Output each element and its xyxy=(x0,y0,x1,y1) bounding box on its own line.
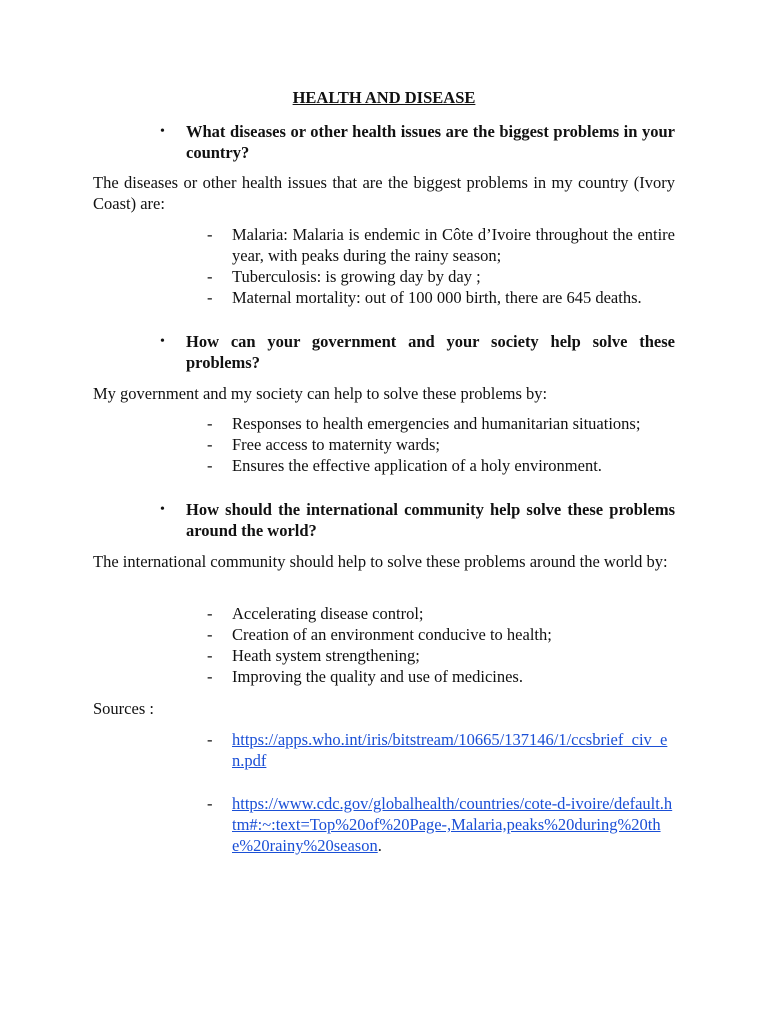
dash-icon: - xyxy=(207,794,213,813)
sources-list xyxy=(207,729,675,856)
dash-icon: - xyxy=(207,625,213,644)
question-2: How can your government and your society help solve these problems? xyxy=(186,332,675,372)
list-item: - Accelerating disease control; xyxy=(207,604,424,623)
source-link-cdc[interactable]: https://www.cdc.gov/globalhealth/countries/cote-d-ivoire/default.htm#:~:text=Top%20of%20Page-,Malaria,peaks%20during%20the%20rainy%20season xyxy=(232,794,673,855)
sources-label: Sources : xyxy=(93,699,154,718)
dash-icon: - xyxy=(207,267,213,286)
list-item: - Tuberculosis: is growing day by day ; xyxy=(207,267,481,286)
answer-list-3 xyxy=(207,603,675,687)
answer-intro-3: The international community should help to solve these problems around the world by: xyxy=(93,552,668,571)
dash-icon: - xyxy=(207,646,213,665)
list-item: - Heath system strengthening; xyxy=(207,646,420,665)
dash-icon: - xyxy=(207,435,213,454)
dash-icon: - xyxy=(207,225,213,244)
dash-icon: - xyxy=(207,414,213,433)
list-item: - Improving the quality and use of medicines. xyxy=(207,667,523,686)
dash-icon: - xyxy=(207,604,213,623)
dash-icon: - xyxy=(207,730,213,749)
dash-icon: - xyxy=(207,288,213,307)
answer-intro-2: My government and my society can help to solve these problems by: xyxy=(93,384,548,403)
answer-intro-1: The diseases or other health issues that are the biggest problems in my country (Ivory Coast) are: xyxy=(93,173,675,213)
dash-icon: - xyxy=(207,456,213,475)
list-item: - Malaria: Malaria is endemic in Côte d’Ivoire throughout the entire year, with peaks during the rainy season; xyxy=(207,225,675,265)
source-item xyxy=(207,793,675,856)
source-item xyxy=(207,729,675,771)
list-item: - Ensures the effective application of a holy environment. xyxy=(207,456,602,475)
list-item: - Creation of an environment conducive to health; xyxy=(207,625,552,644)
answer-list-2 xyxy=(207,413,675,476)
question-1: What diseases or other health issues are the biggest problems in your country? xyxy=(186,122,675,162)
list-item: - Responses to health emergencies and humanitarian situations; xyxy=(207,414,641,433)
answer-list-1 xyxy=(207,224,675,308)
bullet-icon: • xyxy=(160,124,165,139)
list-item: - Free access to maternity wards; xyxy=(207,435,441,454)
bullet-icon: • xyxy=(160,334,165,349)
source-link-who[interactable]: https://apps.who.int/iris/bitstream/10665/137146/1/ccsbrief_civ_en.pdf xyxy=(232,730,668,770)
page-title: HEALTH AND DISEASE xyxy=(292,88,476,107)
bullet-icon: • xyxy=(160,502,165,517)
trailing-period: . xyxy=(377,836,382,855)
list-item: - Maternal mortality: out of 100 000 birth, there are 645 deaths. xyxy=(207,288,642,307)
question-3: How should the international community help solve these problems around the world? xyxy=(186,500,675,540)
dash-icon: - xyxy=(207,667,213,686)
